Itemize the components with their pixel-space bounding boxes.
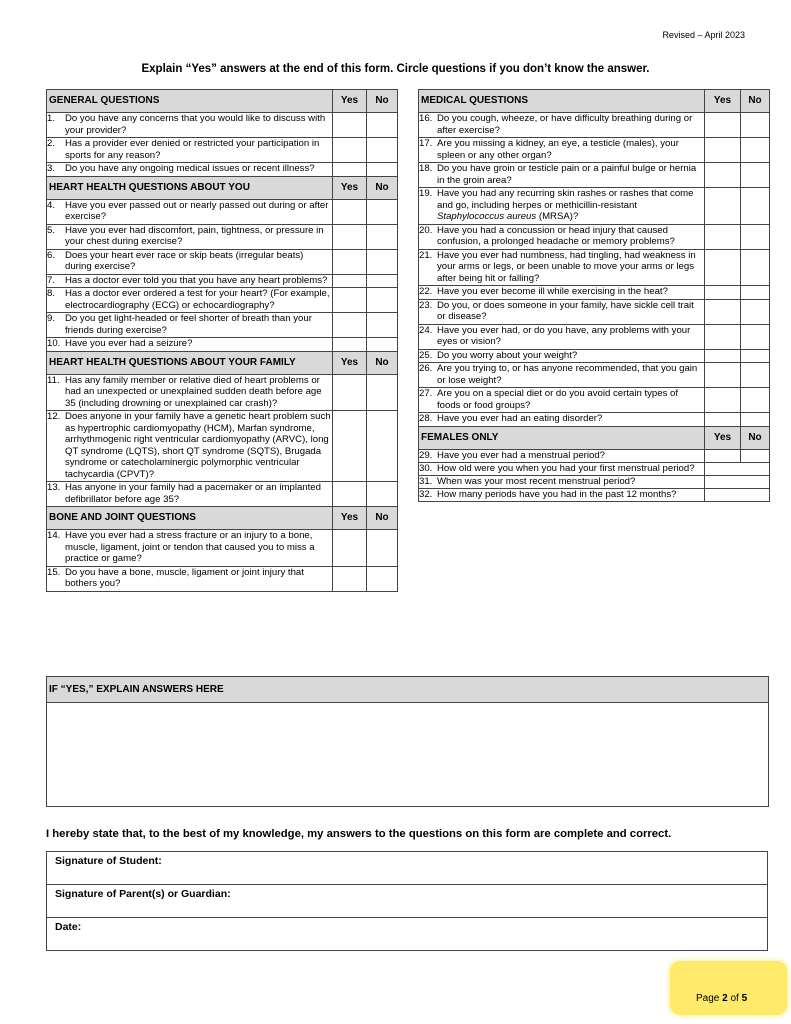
no-answer-cell[interactable] — [741, 286, 770, 300]
question-cell — [47, 274, 333, 288]
form-instructions: Explain “Yes” answers at the end of this form. Circle questions if you don’t know the answer. — [141, 63, 650, 75]
no-answer-cell[interactable] — [741, 388, 770, 413]
no-answer-cell[interactable] — [367, 482, 398, 507]
question-cell — [419, 188, 705, 225]
question-number: 7. — [47, 274, 56, 286]
yes-answer-cell[interactable] — [333, 313, 367, 338]
question-row — [47, 338, 398, 352]
explain-answers-box — [46, 676, 769, 807]
no-answer-cell[interactable] — [741, 224, 770, 249]
question-row — [419, 413, 770, 427]
question-text-main: Have you ever had, or do you have, any problems with your eyes or vision? — [437, 324, 691, 347]
question-text — [65, 567, 332, 590]
question-text-main: Have you ever had discomfort, pain, tightness, or pressure in your chest during exercise? — [65, 224, 324, 247]
question-text — [437, 489, 704, 501]
question-text — [65, 313, 332, 336]
section-title: MEDICAL QUESTIONS — [419, 90, 705, 113]
yes-answer-cell[interactable] — [705, 449, 741, 462]
question-row — [419, 299, 770, 324]
no-answer-cell[interactable] — [367, 249, 398, 274]
question-number: 14. — [47, 530, 61, 541]
question-row — [47, 138, 398, 163]
question-number: 20. — [419, 224, 433, 236]
question-number: 23. — [419, 299, 433, 311]
no-column-header: No — [367, 90, 398, 113]
no-column-header: No — [741, 426, 770, 449]
question-number: 26. — [419, 363, 433, 374]
no-answer-cell[interactable] — [741, 188, 770, 225]
question-row — [419, 388, 770, 413]
student-signature-field[interactable]: Signature of Student: — [47, 852, 768, 885]
question-text-main: Do you have a bone, muscle, ligament or joint injury that bothers you? — [65, 566, 304, 589]
question-row — [419, 113, 770, 138]
no-answer-cell[interactable] — [367, 224, 398, 249]
question-number: 21. — [419, 249, 433, 261]
no-answer-cell[interactable] — [367, 338, 398, 352]
question-row — [419, 324, 770, 349]
question-text-main: Do you have groin or testicle pain or a painful bulge or hernia in the groin area? — [437, 163, 697, 186]
question-cell — [419, 462, 705, 475]
section-header — [47, 351, 398, 374]
date-field[interactable]: Date: — [47, 918, 768, 951]
yes-answer-cell[interactable] — [333, 530, 367, 567]
no-answer-cell[interactable] — [367, 199, 398, 224]
question-text-main: Have you ever passed out or nearly passed out during or after exercise? — [65, 199, 329, 222]
no-answer-cell[interactable] — [367, 411, 398, 482]
no-answer-cell[interactable] — [741, 324, 770, 349]
question-cell — [47, 338, 333, 352]
question-number: 3. — [47, 163, 56, 174]
question-text — [437, 463, 704, 475]
question-cell — [419, 324, 705, 349]
question-text-main: Has any family member or relative died of heart problems or had an unexpected or unexplained sudden death before age 35 (including drowning or unexplained car crash)? — [65, 374, 322, 409]
yes-answer-cell[interactable] — [705, 324, 741, 349]
yes-column-header: Yes — [333, 351, 367, 374]
yes-answer-cell[interactable] — [333, 288, 367, 313]
yes-answer-cell[interactable] — [333, 113, 367, 138]
yes-answer-cell[interactable] — [333, 199, 367, 224]
attestation-statement: I hereby state that, to the best of my knowledge, my answers to the questions on this form are complete and correct. — [46, 828, 672, 840]
question-cell — [419, 488, 705, 501]
section-title: GENERAL QUESTIONS — [47, 90, 333, 113]
question-text-main: Do you, or does someone in your family, have sickle cell trait or disease? — [437, 299, 694, 322]
question-cell — [419, 388, 705, 413]
yes-answer-cell[interactable] — [333, 249, 367, 274]
yes-answer-cell[interactable] — [705, 413, 741, 427]
question-row — [47, 482, 398, 507]
question-cell — [419, 113, 705, 138]
question-text-main: Have you ever become ill while exercising in the heat? — [437, 286, 668, 297]
question-text — [65, 411, 332, 480]
page-number-badge — [670, 961, 787, 1015]
question-cell — [47, 113, 333, 138]
no-answer-cell[interactable] — [367, 566, 398, 591]
question-cell — [419, 475, 705, 488]
question-text — [437, 225, 704, 248]
question-text — [437, 188, 704, 223]
question-text — [437, 450, 704, 462]
no-answer-cell[interactable] — [367, 313, 398, 338]
question-number: 12. — [47, 411, 61, 422]
question-text-main: Are you on a special diet or do you avoid certain types of foods or food groups? — [437, 388, 679, 411]
question-number: 30. — [419, 462, 433, 474]
yes-answer-cell[interactable] — [705, 224, 741, 249]
yes-column-header: Yes — [333, 176, 367, 199]
no-answer-cell[interactable] — [367, 530, 398, 567]
no-answer-cell[interactable] — [741, 363, 770, 388]
section-title: HEART HEALTH QUESTIONS ABOUT YOUR FAMILY — [47, 351, 333, 374]
question-cell — [47, 566, 333, 591]
signature-table — [46, 851, 768, 951]
question-text — [437, 163, 704, 186]
guardian-signature-field[interactable]: Signature of Parent(s) or Guardian: — [47, 885, 768, 918]
no-answer-cell[interactable] — [367, 113, 398, 138]
yes-answer-cell[interactable] — [333, 411, 367, 482]
question-row — [419, 475, 770, 488]
question-text-main: Have you ever had an eating disorder? — [437, 413, 603, 424]
yes-column-header: Yes — [705, 90, 741, 113]
question-text-main: When was your most recent menstrual period? — [437, 475, 636, 487]
yes-column-header: Yes — [705, 426, 741, 449]
yes-answer-cell[interactable] — [705, 299, 741, 324]
section-title: FEMALES ONLY — [419, 426, 705, 449]
yes-answer-cell[interactable] — [333, 374, 367, 411]
section-header — [47, 90, 398, 113]
question-text — [437, 300, 704, 323]
question-row — [419, 188, 770, 225]
question-text-main: Do you get light-headed or feel shorter of breath than your friends during exercise? — [65, 313, 312, 336]
section-header — [47, 507, 398, 530]
question-number: 16. — [419, 113, 433, 124]
question-row — [419, 138, 770, 163]
yes-answer-cell[interactable] — [705, 249, 741, 286]
question-text — [65, 225, 332, 248]
question-text-main: Has a doctor ever told you that you have any heart problems? — [65, 274, 328, 286]
question-cell — [419, 138, 705, 163]
question-text — [65, 375, 332, 410]
answer-cell[interactable] — [705, 488, 770, 501]
question-text — [65, 530, 332, 565]
question-row — [47, 224, 398, 249]
yes-column-header: Yes — [333, 507, 367, 530]
question-number: 2. — [47, 138, 56, 149]
no-column-header: No — [367, 176, 398, 199]
question-cell — [47, 288, 333, 313]
question-cell — [419, 413, 705, 427]
page-of: of — [727, 993, 742, 1004]
section-header — [47, 176, 398, 199]
question-text-main: How many periods have you had in the past 12 months? — [437, 488, 677, 500]
question-text-main: Do you have any ongoing medical issues or recent illness? — [65, 163, 315, 174]
question-text — [65, 250, 332, 273]
no-answer-cell[interactable] — [741, 249, 770, 286]
right-questions-table — [418, 89, 770, 502]
question-text-main: Does anyone in your family have a genetic heart problem such as hypertrophic cardiomyopathy (HCM), Marfan syndrome, arrhythmogenic right ventricular cardiomyopathy (ARVC), long QT syndrome (LQTS), short QT syndrome (SQTS), Brugada syndrome or catecholaminergic polymorphic ventricular tachycardia (CPVT)? — [65, 411, 331, 480]
question-cell — [47, 313, 333, 338]
no-answer-cell[interactable] — [741, 113, 770, 138]
question-row — [419, 462, 770, 475]
question-text-italic: Staphylococcus aureus — [437, 211, 537, 222]
question-number: 9. — [47, 313, 56, 324]
yes-answer-cell[interactable] — [705, 113, 741, 138]
question-text — [65, 338, 332, 350]
question-row — [47, 113, 398, 138]
question-row — [419, 224, 770, 249]
explain-answers-area[interactable] — [47, 703, 768, 807]
question-number: 25. — [419, 349, 433, 361]
no-answer-cell[interactable] — [367, 374, 398, 411]
question-number: 6. — [47, 249, 56, 261]
question-text-main: Has a provider ever denied or restricted your participation in sports for any reason? — [65, 138, 320, 161]
question-number: 8. — [47, 288, 56, 299]
no-column-header: No — [367, 351, 398, 374]
question-text — [65, 275, 332, 287]
question-number: 17. — [419, 138, 433, 149]
question-text — [65, 113, 332, 136]
question-text-main: Have you ever had a menstrual period? — [437, 449, 605, 461]
question-row — [47, 199, 398, 224]
yes-answer-cell[interactable] — [705, 363, 741, 388]
no-answer-cell[interactable] — [741, 163, 770, 188]
question-number: 4. — [47, 199, 56, 211]
question-row — [47, 374, 398, 411]
yes-answer-cell[interactable] — [705, 138, 741, 163]
question-cell — [419, 349, 705, 363]
question-cell — [419, 363, 705, 388]
question-cell — [47, 163, 333, 177]
question-number: 11. — [47, 374, 60, 386]
no-answer-cell[interactable] — [741, 413, 770, 427]
question-row — [47, 288, 398, 313]
section-title: BONE AND JOINT QUESTIONS — [47, 507, 333, 530]
question-number: 10. — [47, 338, 61, 349]
yes-answer-cell[interactable] — [333, 138, 367, 163]
question-row — [419, 163, 770, 188]
question-text-main: Have you ever had numbness, had tingling, had weakness in your arms or legs, or been unable to move your arms or legs after being hit or falling? — [437, 249, 696, 284]
question-text — [65, 288, 332, 311]
question-text-main: Have you had any recurring skin rashes or rashes that come and go, including herpes or methicillin-resistant — [437, 188, 694, 211]
revision-date: Revised – April 2023 — [662, 30, 745, 40]
question-text — [437, 286, 704, 298]
no-answer-cell[interactable] — [741, 349, 770, 363]
question-text — [437, 476, 704, 488]
no-answer-cell[interactable] — [741, 138, 770, 163]
page-total: 5 — [741, 993, 748, 1004]
question-text — [437, 250, 704, 285]
no-answer-cell[interactable] — [741, 299, 770, 324]
question-text-main: Has a doctor ever ordered a test for your heart? (For example, electrocardiography (ECG) or echocardiography? — [65, 288, 330, 311]
question-row — [47, 249, 398, 274]
question-text-main: Have you ever had a stress fracture or an injury to a bone, muscle, ligament, joint or tendon that caused you to miss a practice or game? — [65, 530, 315, 564]
question-row — [47, 411, 398, 482]
question-text — [65, 482, 332, 505]
yes-answer-cell[interactable] — [705, 388, 741, 413]
question-text — [437, 350, 704, 362]
question-number: 28. — [419, 413, 433, 424]
question-cell — [419, 299, 705, 324]
question-number: 19. — [419, 188, 433, 199]
question-text — [65, 163, 332, 175]
question-number: 27. — [419, 388, 433, 399]
question-text — [65, 200, 332, 223]
question-text-main: Do you worry about your weight? — [437, 349, 578, 361]
question-row — [47, 313, 398, 338]
answer-cell[interactable] — [705, 462, 770, 475]
question-row — [47, 163, 398, 177]
question-number: 13. — [47, 482, 61, 493]
yes-answer-cell[interactable] — [333, 224, 367, 249]
section-title: HEART HEALTH QUESTIONS ABOUT YOU — [47, 176, 333, 199]
yes-column-header: Yes — [333, 90, 367, 113]
question-text-after: (MRSA)? — [536, 211, 579, 222]
yes-answer-cell[interactable] — [333, 566, 367, 591]
no-column-header: No — [367, 507, 398, 530]
question-number: 29. — [419, 449, 433, 461]
question-text — [437, 138, 704, 161]
yes-answer-cell[interactable] — [333, 274, 367, 288]
question-text-main: How old were you when you had your first menstrual period? — [437, 462, 695, 474]
question-cell — [47, 224, 333, 249]
yes-answer-cell[interactable] — [705, 349, 741, 363]
question-number: 5. — [47, 224, 56, 236]
question-number: 18. — [419, 163, 433, 174]
yes-answer-cell[interactable] — [333, 482, 367, 507]
question-number: 1. — [47, 113, 56, 124]
answer-cell[interactable] — [705, 475, 770, 488]
yes-answer-cell[interactable] — [705, 163, 741, 188]
question-text — [437, 388, 704, 411]
page-prefix: Page — [696, 993, 723, 1004]
question-text-main: Have you had a concussion or head injury that caused confusion, a prolonged headache or memory problems? — [437, 224, 675, 247]
question-cell — [419, 224, 705, 249]
question-cell — [419, 286, 705, 300]
question-row — [47, 566, 398, 591]
question-number: 24. — [419, 324, 433, 336]
question-text — [437, 325, 704, 348]
yes-answer-cell[interactable] — [333, 163, 367, 177]
question-text-main: Are you missing a kidney, an eye, a testicle (males), your spleen or any other organ? — [437, 138, 679, 161]
question-text — [437, 113, 704, 136]
no-answer-cell[interactable] — [367, 138, 398, 163]
no-column-header: No — [741, 90, 770, 113]
no-answer-cell[interactable] — [741, 449, 770, 462]
question-cell — [47, 482, 333, 507]
question-cell — [47, 199, 333, 224]
question-number: 32. — [419, 488, 433, 500]
question-cell — [419, 249, 705, 286]
question-text — [437, 413, 704, 425]
section-header — [419, 90, 770, 113]
question-text-main: Are you trying to, or has anyone recommended, that you gain or lose weight? — [437, 363, 698, 386]
question-row — [419, 249, 770, 286]
explain-answers-header: IF “YES,” EXPLAIN ANSWERS HERE — [47, 677, 768, 703]
question-text-main: Has anyone in your family had a pacemaker or an implanted defibrillator before age 35? — [65, 482, 321, 505]
question-cell — [47, 138, 333, 163]
question-text-main: Have you ever had a seizure? — [65, 338, 193, 349]
yes-answer-cell[interactable] — [705, 188, 741, 225]
left-questions-table — [46, 89, 398, 592]
no-answer-cell[interactable] — [367, 288, 398, 313]
question-text-main: Does your heart ever race or skip beats (irregular beats) during exercise? — [65, 249, 304, 272]
question-row — [419, 363, 770, 388]
yes-answer-cell[interactable] — [333, 338, 367, 352]
no-answer-cell[interactable] — [367, 163, 398, 177]
yes-answer-cell[interactable] — [705, 286, 741, 300]
section-header — [419, 426, 770, 449]
question-row — [47, 530, 398, 567]
question-row — [419, 449, 770, 462]
question-text-main: Do you have any concerns that you would like to discuss with your provider? — [65, 113, 326, 136]
question-text — [437, 363, 704, 386]
question-cell — [47, 411, 333, 482]
question-number: 31. — [419, 475, 433, 487]
question-number: 15. — [47, 566, 61, 578]
question-cell — [47, 530, 333, 567]
question-cell — [47, 249, 333, 274]
question-row — [47, 274, 398, 288]
no-answer-cell[interactable] — [367, 274, 398, 288]
question-cell — [47, 374, 333, 411]
question-cell — [419, 163, 705, 188]
question-text-main: Do you cough, wheeze, or have difficulty breathing during or after exercise? — [437, 113, 693, 136]
question-number: 22. — [419, 286, 433, 297]
page-current: 2 — [722, 993, 728, 1004]
question-text — [65, 138, 332, 161]
question-row — [419, 349, 770, 363]
question-row — [419, 286, 770, 300]
question-row — [419, 488, 770, 501]
question-cell — [419, 449, 705, 462]
